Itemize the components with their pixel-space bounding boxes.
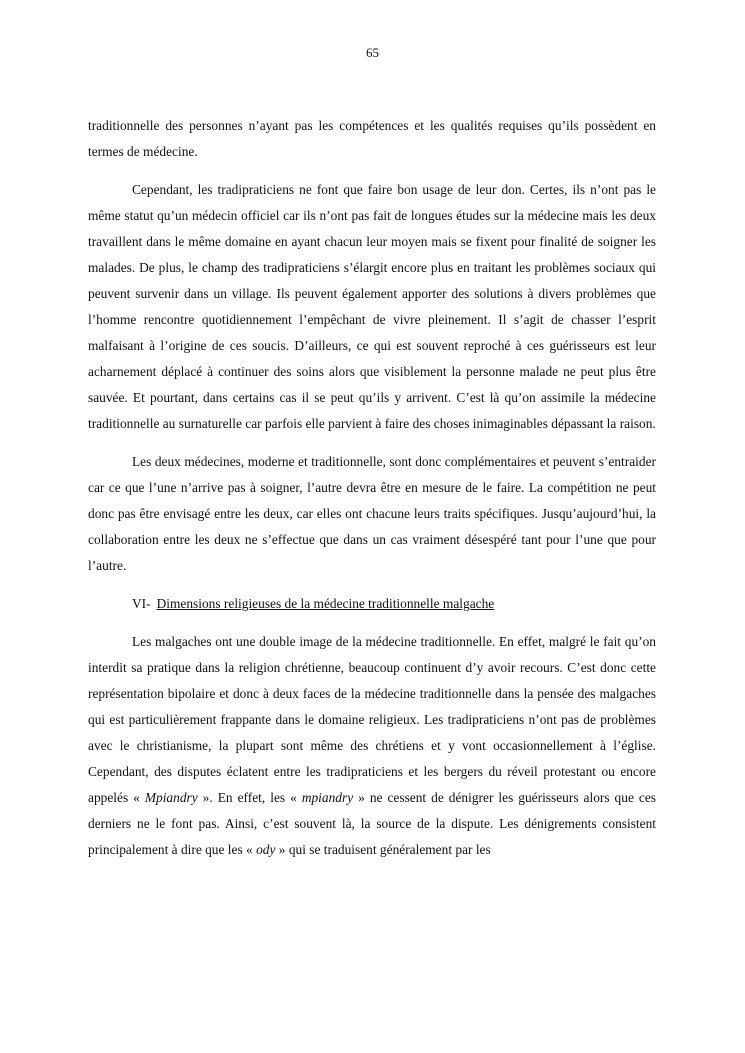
term-mpiandry: mpiandry: [301, 790, 354, 805]
paragraph-continuation: traditionnelle des personnes n’ayant pas les compétences et les qualités requises qu’ils possèdent en termes de médecine.: [88, 118, 656, 159]
term-ody: ody: [256, 842, 276, 857]
section-number: VI-: [132, 596, 151, 611]
paragraph-text-part: » qui se traduisent généralement par les: [275, 842, 491, 857]
page-number: 65: [366, 45, 379, 60]
paragraph-complementarity: Les deux médecines, moderne et traditionnelle, sont donc complémentaires et peuvent s’entraider car ce que l’une n’arrive pas à soigner, l’autre devra être en mesure de le faire. La compétition ne peut donc pas être envisagé entre les deux, car elles ont chacune leurs traits spécifiques. Jusqu’aujourd’hui, la collaboration entre les deux ne s’effectue que dans un cas vraiment désespéré tant pour l’une que pour l’autre.: [88, 454, 656, 573]
section-heading: [88, 591, 656, 617]
paragraph-religious-dimensions: [88, 629, 656, 863]
paragraph-text-part: » ne cessent de dénigrer les guérisseurs alors que ces derniers ne le font pas. Ainsi, c’est souvent là, la source de la dispute. Les dénigrements consistent principalement à dire que les «: [88, 790, 656, 857]
term-mpiandry-capitalized: Mpiandry: [144, 790, 198, 805]
paragraph-text-part: Les malgaches ont une double image de la médecine traditionnelle. En effet, malgré le fait qu’on interdit sa pratique dans la religion chrétienne, beaucoup continuent d’y avoir recours. C’est donc cette représentation bipolaire et donc à deux faces de la médecine traditionnelle dans la pensée des malgaches qui est particulièrement frappante dans le domaine religieux. Les tradipraticiens n’ont pas de problèmes avec le christianisme, la plupart sont même des chrétiens et y vont occasionnellement à l’église. Cependant, des disputes éclatent entre les tradipraticiens et les bergers du réveil protestant ou encore appelés «: [88, 634, 656, 805]
section-title: Dimensions religieuses de la médecine traditionnelle malgache: [156, 596, 495, 611]
page-body: [88, 113, 656, 863]
paragraph-text-part: ». En effet, les «: [197, 790, 302, 805]
paragraph-tradipraticiens: Cependant, les tradipraticiens ne font que faire bon usage de leur don. Certes, ils n’ont pas le même statut qu’un médecin officiel car ils n’ont pas fait de longues études sur la médecine mais les deux travaillent dans le même domaine en ayant chacun leur moyen mais se fixent pour finalité de soigner les malades. De plus, le champ des tradipraticiens s’élargit encore plus en traitant les problèmes sociaux qui peuvent survenir dans un village. Ils peuvent également apporter des solutions à divers problèmes que l’homme rencontre quotidiennement l’empêchant de vivre pleinement. Il s’agit de chasser l’esprit malfaisant à l’origine de ces soucis. D’ailleurs, ce qui est souvent reproché à ces guérisseurs est leur acharnement déplacé à continuer des soins alors que visiblement la personne malade ne peut plus être sauvée. Et pourtant, dans certains cas il se peut qu’ils y arrivent. C’est là qu’on assimile la médecine traditionnelle au surnaturelle car parfois elle parvient à faire des choses inimaginables dépassant la raison.: [88, 182, 656, 431]
